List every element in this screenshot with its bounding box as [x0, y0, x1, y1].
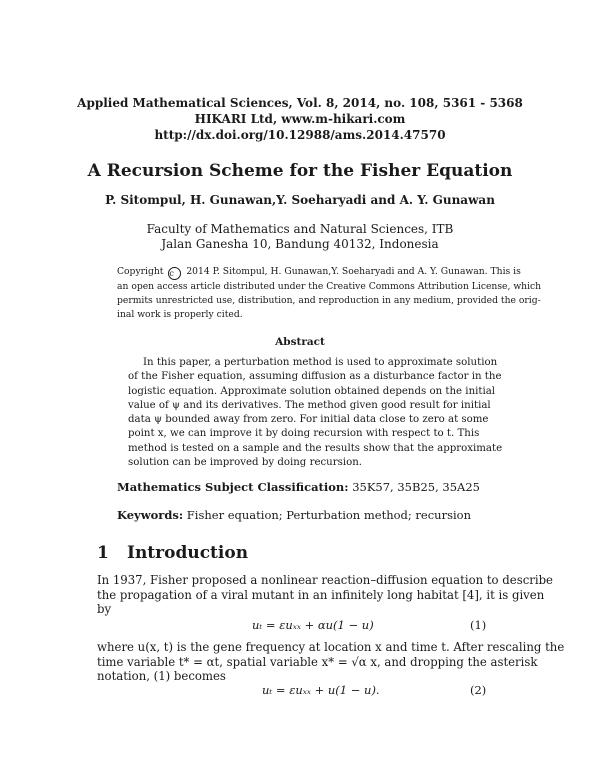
publisher-line: HIKARI Ltd, www.m-hikari.com [194, 112, 406, 126]
body-line: In 1937, Fisher proposed a nonlinear reaction–diffusion equation to describe [97, 573, 553, 587]
abstract-line: logistic equation. Approximate solution obtained depends on the initial [128, 385, 496, 397]
body-line: time variable t* = αt, spatial variable x* = √α x, and dropping the asterisk [97, 654, 538, 669]
abstract-line: value of ψ and its derivatives. The method given good result for initial [128, 399, 491, 411]
equation-1-number: (1) [470, 618, 487, 632]
affiliation [0, 222, 600, 252]
copyright-line-4: inal work is properly cited. [117, 309, 243, 320]
abstract-line: data ψ bounded away from zero. For initial data close to zero at some [128, 414, 489, 426]
abstract-line: In this paper, a perturbation method is used to approximate solution [143, 357, 498, 368]
body-line: notation, (1) becomes [97, 669, 226, 683]
abstract-line: solution can be improved by doing recursion. [128, 457, 363, 469]
copyright-notice [117, 265, 542, 322]
abstract-line: method is tested on a sample and the results show that the approximate [128, 442, 503, 454]
keywords-label: Keywords: [117, 508, 184, 522]
intro-paragraph-1 [97, 573, 553, 617]
copyright-line-2: an open access article distributed under the Creative Commons Attribution License, which [117, 281, 542, 292]
abstract-line: point x, we can improve it by doing recursion with respect to t. This [128, 428, 480, 440]
msc-value: 35K57, 35B25, 35A25 [352, 480, 480, 494]
msc-label: Mathematics Subject Classification: [117, 480, 349, 494]
affiliation-line-1: Faculty of Mathematics and Natural Sciences, ITB [146, 222, 454, 236]
section-number: 1 [97, 543, 109, 563]
doi-link[interactable]: http://dx.doi.org/10.12988/ams.2014.47570 [154, 128, 446, 142]
equation-2-number: (2) [470, 683, 487, 697]
body-line: the propagation of a viral mutant in an infinitely long habitat [4], it is given [97, 587, 545, 602]
equation-1: uₜ = εuₓₓ + αu(1 − u) [252, 618, 374, 632]
copyright-prefix: Copyright [117, 266, 164, 277]
journal-citation: Applied Mathematical Sciences, Vol. 8, 2014, no. 108, 5361 - 5368 [77, 96, 523, 110]
copyright-icon: c [168, 267, 181, 280]
msc-classification [117, 480, 480, 494]
copyright-line-1-rest: 2014 P. Sitompul, H. Gunawan,Y. Soeharyadi and A. Y. Gunawan. This is [186, 266, 521, 277]
body-line: where u(x, t) is the gene frequency at location x and time t. After rescaling the [97, 640, 565, 654]
keywords-value: Fisher equation; Perturbation method; recursion [186, 508, 471, 522]
paper-title: A Recursion Scheme for the Fisher Equation [87, 161, 513, 181]
author-list: P. Sitompul, H. Gunawan,Y. Soeharyadi and A. Y. Gunawan [105, 193, 495, 207]
body-line: by [97, 602, 112, 616]
abstract-heading: Abstract [275, 336, 325, 348]
abstract-body [128, 356, 503, 470]
abstract-line: of the Fisher equation, assuming diffusion as a disturbance factor in the [128, 371, 502, 383]
copyright-line-1 [117, 265, 521, 280]
copyright-line-3: permits unrestricted use, distribution, and reproduction in any medium, provided the orig- [117, 295, 541, 306]
equation-2: uₜ = εuₓₓ + u(1 − u). [262, 683, 380, 697]
journal-header [0, 95, 600, 143]
section-heading [97, 543, 248, 563]
keywords [117, 508, 471, 522]
section-title: Introduction [127, 543, 249, 563]
affiliation-line-2: Jalan Ganesha 10, Bandung 40132, Indonesia [161, 237, 439, 251]
intro-paragraph-2 [97, 640, 565, 684]
